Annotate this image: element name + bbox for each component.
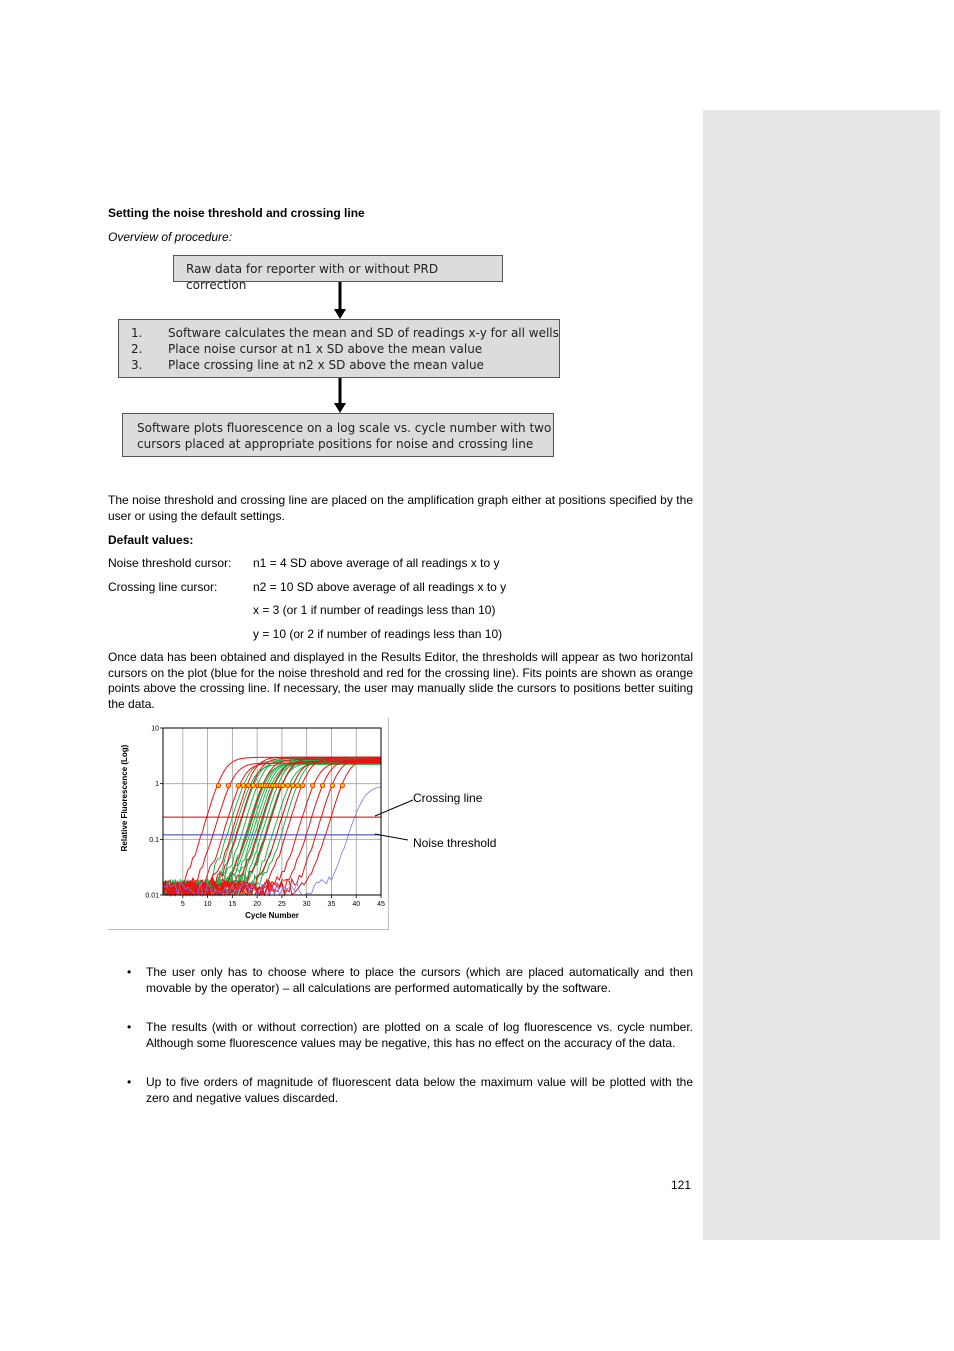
- flow-box-raw-data-text: Raw data for reporter with or without PRD correction: [186, 262, 439, 292]
- bullet-3-marker: •: [127, 1075, 132, 1089]
- noise-default-row: [108, 556, 500, 572]
- amplification-chart: [108, 718, 528, 933]
- flow-box-plot: [122, 413, 554, 457]
- noise-default-label: Noise threshold cursor:: [108, 556, 232, 570]
- flow-box-raw-data: [173, 255, 503, 292]
- x-tick-label: 5: [180, 901, 185, 908]
- fit-point: [216, 783, 220, 787]
- fit-point: [296, 783, 300, 787]
- y-tick-label: 10: [151, 725, 159, 733]
- fit-point: [301, 783, 305, 787]
- flow-arrow-2: [330, 378, 350, 414]
- crossing-default-label: Crossing line cursor:: [108, 580, 218, 594]
- y-default-value: y = 10 (or 2 if number of readings less than 10): [253, 627, 503, 641]
- bullet-3-text: Up to five orders of magnitude of fluorescent data below the maximum value will be plotted with the zero and negative values discarded.: [146, 1075, 693, 1105]
- fit-point: [320, 783, 324, 787]
- x-tick-label: 30: [302, 901, 311, 908]
- y-tick-label: 0.01: [145, 892, 159, 900]
- x-tick-label: 40: [352, 901, 361, 908]
- bullet-1-marker: •: [127, 965, 132, 979]
- y-tick-label: 0.1: [149, 836, 159, 844]
- fit-point: [241, 783, 245, 787]
- results-paragraph: Once data has been obtained and displayed in the Results Editor, the thresholds will appear as two horizontal cursors on the plot (blue for the noise threshold and red for the crossing line). Fits points are shown as orange points above the crossing line. If necessary, the user may manually slide the cursors to positions better suiting the data.: [108, 650, 693, 711]
- fit-point: [330, 783, 334, 787]
- defaults-heading: Default values:: [108, 533, 194, 547]
- noise-threshold-annotation: Noise threshold: [413, 836, 497, 850]
- bullet-1-text: The user only has to choose where to place the cursors (which are placed automatically and then movable by the operator) – all calculations are performed automatically by the software.: [146, 965, 693, 995]
- flow-box-plot-line-2: cursors placed at appropriate positions for noise and crossing line: [137, 437, 534, 451]
- fit-point: [236, 783, 240, 787]
- flow-step-1: 1. Software calculates the mean and SD of readings x-y for all wells: [131, 326, 559, 340]
- flow-step-2: 2. Place noise cursor at n1 x SD above the mean value: [131, 342, 483, 356]
- bullet-2-text: The results (with or without correction) are plotted on a scale of log fluorescence vs. cycle number. Although some fluorescence values may be negative, this has no effect on the accuracy of the data.: [146, 1020, 693, 1050]
- page-number: 121: [671, 1178, 692, 1192]
- x-tick-label: 25: [278, 901, 286, 908]
- fit-point: [340, 783, 344, 787]
- overview-label: Overview of procedure:: [108, 230, 233, 244]
- crossing-default-row: [108, 580, 506, 596]
- noise-default-value: n1 = 4 SD above average of all readings x to y: [253, 556, 500, 570]
- y-tick-label: 1: [155, 781, 159, 789]
- flow-box-plot-line-1: Software plots fluorescence on a log scale vs. cycle number with two: [137, 421, 552, 435]
- x-tick-label: 10: [203, 901, 212, 908]
- intro-paragraph: The noise threshold and crossing line are placed on the amplification graph either at positions specified by the user or using the default settings.: [108, 493, 693, 523]
- x-tick-label: 15: [228, 901, 237, 908]
- fit-point: [226, 783, 230, 787]
- bullet-2-marker: •: [127, 1020, 132, 1034]
- x-tick-label: 35: [327, 901, 336, 908]
- fit-point: [310, 783, 314, 787]
- x-tick-label: 45: [377, 901, 385, 908]
- flow-arrow-1: [330, 282, 350, 320]
- y-axis-label: Relative Fluorescence (Log): [120, 744, 129, 852]
- fit-point: [281, 783, 285, 787]
- comment-margin: [703, 110, 940, 1240]
- section-heading: Setting the noise threshold and crossing line: [108, 206, 365, 220]
- x-tick-label: 20: [253, 901, 262, 908]
- fit-point: [246, 783, 250, 787]
- flow-box-steps: [118, 319, 560, 378]
- fit-point: [251, 783, 255, 787]
- x-axis-label: Cycle Number: [245, 911, 299, 920]
- flow-step-3: 3. Place crossing line at n2 x SD above the mean value: [131, 358, 484, 372]
- fit-point: [291, 783, 295, 787]
- crossing-line-annotation: Crossing line: [413, 791, 483, 805]
- crossing-default-value: n2 = 10 SD above average of all readings x to y: [253, 580, 507, 594]
- x-default-value: x = 3 (or 1 if number of readings less than 10): [253, 603, 496, 617]
- fit-point: [286, 783, 290, 787]
